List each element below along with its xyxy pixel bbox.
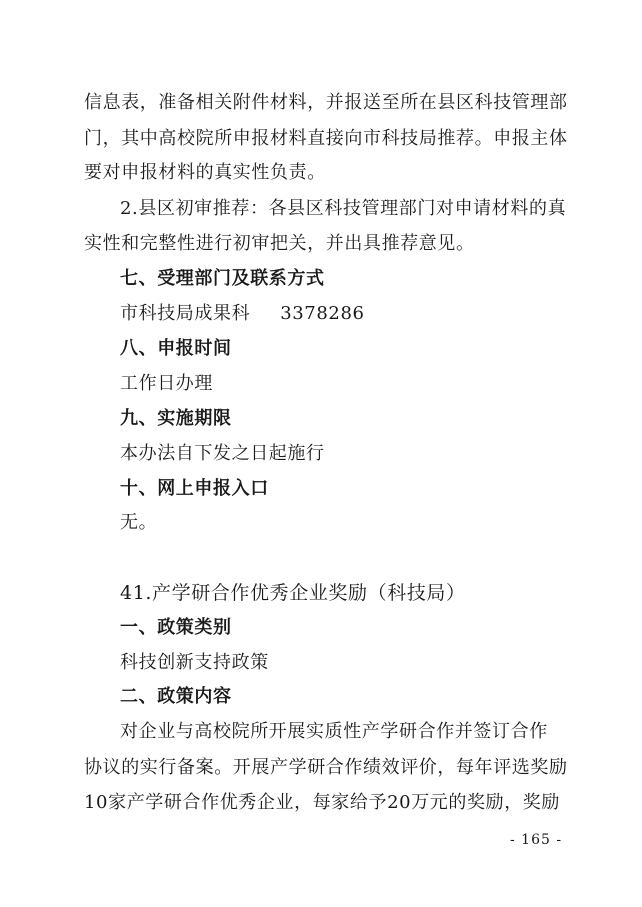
section-7-contact [120,301,365,327]
body-line-1: 信息表，准备相关附件材料，并报送至所在县区科技管理部 [84,92,568,113]
body-line-3: 要对申报材料的真实性负责。 [84,162,326,183]
page-number: - 165 - [510,832,563,848]
policy-41-content-line-2: 协议的实行备案。开展产学研合作绩效评价，每年评选奖励 [84,757,568,778]
section-10-content: 无。 [120,512,158,533]
policy-41-content-line-1: 对企业与高校院所开展实质性产学研合作并签订合作 [120,721,548,742]
policy-41-category: 科技创新支持政策 [120,652,269,673]
section-8-heading: 八、申报时间 [120,338,232,359]
contact-department: 市科技局成果科 [120,303,251,324]
section-8-content: 工作日办理 [120,373,213,394]
policy-41-content-heading: 二、政策内容 [120,686,232,707]
policy-41-category-heading: 一、政策类别 [120,617,232,638]
body-line-4: 2.县区初审推荐：各县区科技管理部门对申请材料的真 [120,198,567,219]
section-7-heading: 七、受理部门及联系方式 [120,268,325,289]
policy-41-content-line-3: 10家产学研合作优秀企业，每家给予20万元的奖励，奖励 [84,792,561,813]
body-line-5: 实性和完整性进行初审把关，并出具推荐意见。 [84,233,475,254]
section-10-heading: 十、网上申报入口 [120,478,269,499]
contact-phone: 3378286 [280,303,365,324]
policy-41-title: 41.产学研合作优秀企业奖励（科技局） [120,582,466,604]
section-9-heading: 九、实施期限 [120,408,232,429]
body-line-2: 门，其中高校院所申报材料直接向市科技局推荐。申报主体 [84,128,568,149]
section-9-content: 本办法自下发之日起施行 [120,443,325,464]
